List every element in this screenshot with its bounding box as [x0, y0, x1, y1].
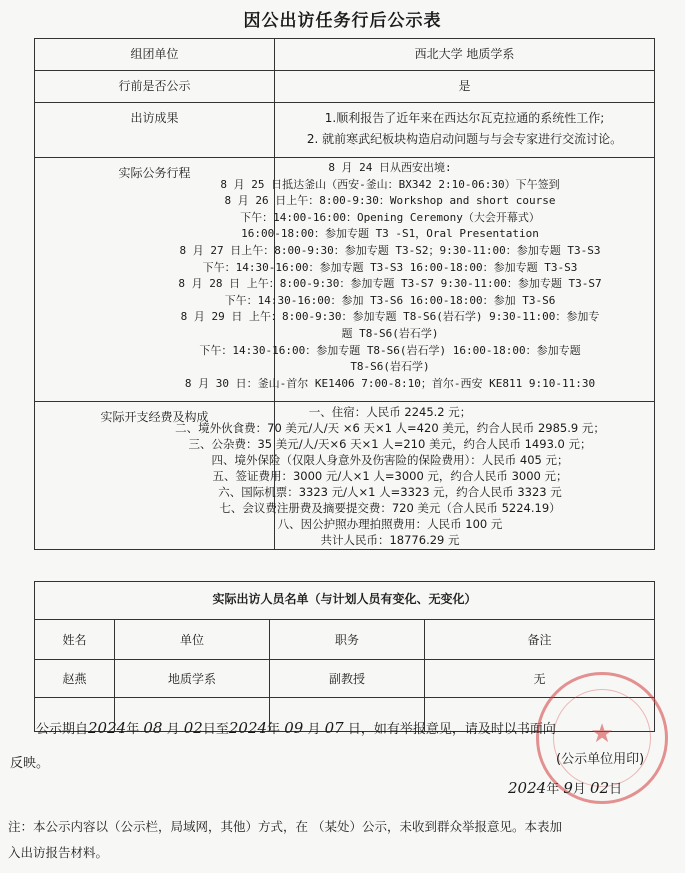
- handwritten-end-month: 09: [284, 719, 304, 737]
- itinerary-line: 8 月 30 日：釜山-首尔 KE1406 7:00-8:10；首尔-西安 KE811 9:10-11:30: [184, 376, 596, 390]
- public-row: [35, 71, 655, 103]
- cost-line: 一、住宿：人民币 2245.2 元；: [308, 405, 472, 419]
- handwritten-sign-month: 9: [563, 779, 573, 797]
- itinerary-line: 下午：14:00-16:00：Opening Ceremony（大会开幕式）: [240, 210, 540, 224]
- public-label: 行前是否公示: [35, 71, 275, 103]
- itinerary-line: 下午：14:30-16:00：参加专题 T3-S3 16:00-18:00：参加专题 T3-S3: [202, 260, 578, 274]
- handwritten-sign-day: 02: [590, 779, 610, 797]
- cost-line: 八、因公护照办理拍照费用：人民币 100 元: [277, 517, 503, 531]
- notice-period: 公示期自2024年 08 月 02日至2024年 09 月 07 日，如有举报意见，请及时以书面向: [36, 719, 556, 737]
- results-value: [275, 103, 655, 158]
- itinerary-label: 实际公务行程: [35, 158, 275, 402]
- public-value: 是: [275, 71, 655, 103]
- notice-line2: 反映。: [10, 756, 50, 771]
- cost-line: 七、会议费注册费及摘要提交费：720 美元（合人民币 5224.19）: [219, 501, 561, 515]
- header-position: 职务: [270, 620, 425, 660]
- cost-line: 四、境外保险（仅限人身意外及伤害险的保险费用）：人民币 405 元；: [211, 453, 569, 467]
- cost-line: 二、境外伙食费：70 美元/人/天 ×6 天×1 人=420 美元，约合人民币 2985.9 元；: [175, 421, 605, 435]
- itinerary-line: T8-S6(岩石学): [350, 360, 430, 374]
- person-position: 副教授: [270, 660, 425, 698]
- handwritten-sign-year: 2024: [508, 779, 547, 797]
- person-remark: 无: [425, 660, 655, 698]
- cost-line: 五、签证费用：3000 元/人×1 人=3000 元，约合人民币 3000 元；: [212, 469, 568, 483]
- org-label: 组团单位: [35, 39, 275, 71]
- sign-date: 2024年 9月 02日: [508, 779, 623, 797]
- costs-label: 实际开支经费及构成: [35, 402, 275, 550]
- cost-line: 六、国际机票：3323 元/人×1 人=3323 元，约合人民币 3323 元: [218, 485, 562, 499]
- result-item: 2. 就前寒武纪板块构造启动问题与与会专家进行交流讨论。: [306, 132, 623, 146]
- handwritten-start-day: 02: [183, 719, 203, 737]
- header-unit: 单位: [115, 620, 270, 660]
- results-row: [35, 103, 655, 158]
- handwritten-end-day: 07: [324, 719, 344, 737]
- results-label: 出访成果: [35, 103, 275, 158]
- personnel-header-row: [35, 620, 655, 660]
- official-seal: ★: [536, 672, 668, 804]
- disclosure-table: [34, 38, 655, 550]
- note-line2: 入出访报告材料。: [8, 845, 109, 860]
- org-row: [35, 39, 655, 71]
- itinerary-line: 题 T8-S6(岩石学): [341, 326, 439, 340]
- cost-total: 共计人民币：18776.29 元: [320, 533, 460, 547]
- note-line1: 注：本公示内容以（公示栏，局域网，其他）方式，在 （某处）公示，未收到群众举报意见。本表加: [8, 819, 562, 834]
- cost-line: 三、公杂费：35 美元/人/天×6 天×1 人=210 美元，约合人民币 1493.0 元；: [188, 437, 592, 451]
- itinerary-line: 8 月 28 日 上午：8:00-9:30：参加专题 T3-S7 9:30-11:00：参加专题 T3-S7: [178, 277, 602, 291]
- seal-label: (公示单位用印): [556, 752, 645, 767]
- header-name: 姓名: [35, 620, 115, 660]
- handwritten-start-month: 08: [143, 719, 163, 737]
- costs-value: [175, 402, 655, 550]
- itinerary-row: [35, 158, 655, 402]
- header-remark: 备注: [425, 620, 655, 660]
- itinerary-line: 8 月 26 日上午：8:00-9:30：Workshop and short course: [224, 194, 556, 208]
- itinerary-line: 8 月 24 日从西安出境:: [328, 161, 452, 174]
- itinerary-line: 16:00-18:00：参加专题 T3 -S1，Oral Presentation: [241, 227, 539, 241]
- itinerary-line: 下午：14:30-16:00：参加 T3-S6 16:00-18:00：参加 T3-S6: [224, 293, 556, 307]
- person-name: 赵燕: [35, 660, 115, 698]
- itinerary-line: 8 月 27 日上午：8:00-9:30：参加专题 T3-S2；9:30-11:00：参加专题 T3-S3: [179, 243, 601, 257]
- itinerary-line: 下午：14:30-16:00：参加专题 T8-S6(岩石学) 16:00-18:00：参加专题: [199, 343, 581, 357]
- personnel-title: 实际出访人员名单（与计划人员有变化、无变化）: [35, 582, 655, 620]
- result-item: 1.顺利报告了近年来在西达尔瓦克拉通的系统性工作;: [324, 111, 605, 125]
- itinerary-line: 8 月 25 日抵达釜山（西安-釜山：BX342 2:10-06:30）下午签到: [220, 177, 560, 191]
- person-unit: 地质学系: [115, 660, 270, 698]
- handwritten-end-year: 2024: [228, 719, 268, 737]
- org-value: 西北大学 地质学系: [275, 39, 655, 71]
- personnel-title-row: [35, 582, 655, 620]
- itinerary-value: [178, 158, 655, 402]
- costs-row: [35, 402, 655, 550]
- handwritten-start-year: 2024: [88, 719, 127, 737]
- itinerary-line: 8 月 29 日 上午：8:00-9:30：参加专题 T8-S6(岩石学) 9:30-11:00：参加专: [180, 310, 600, 324]
- page-title: 因公出访任务行后公示表: [243, 11, 442, 31]
